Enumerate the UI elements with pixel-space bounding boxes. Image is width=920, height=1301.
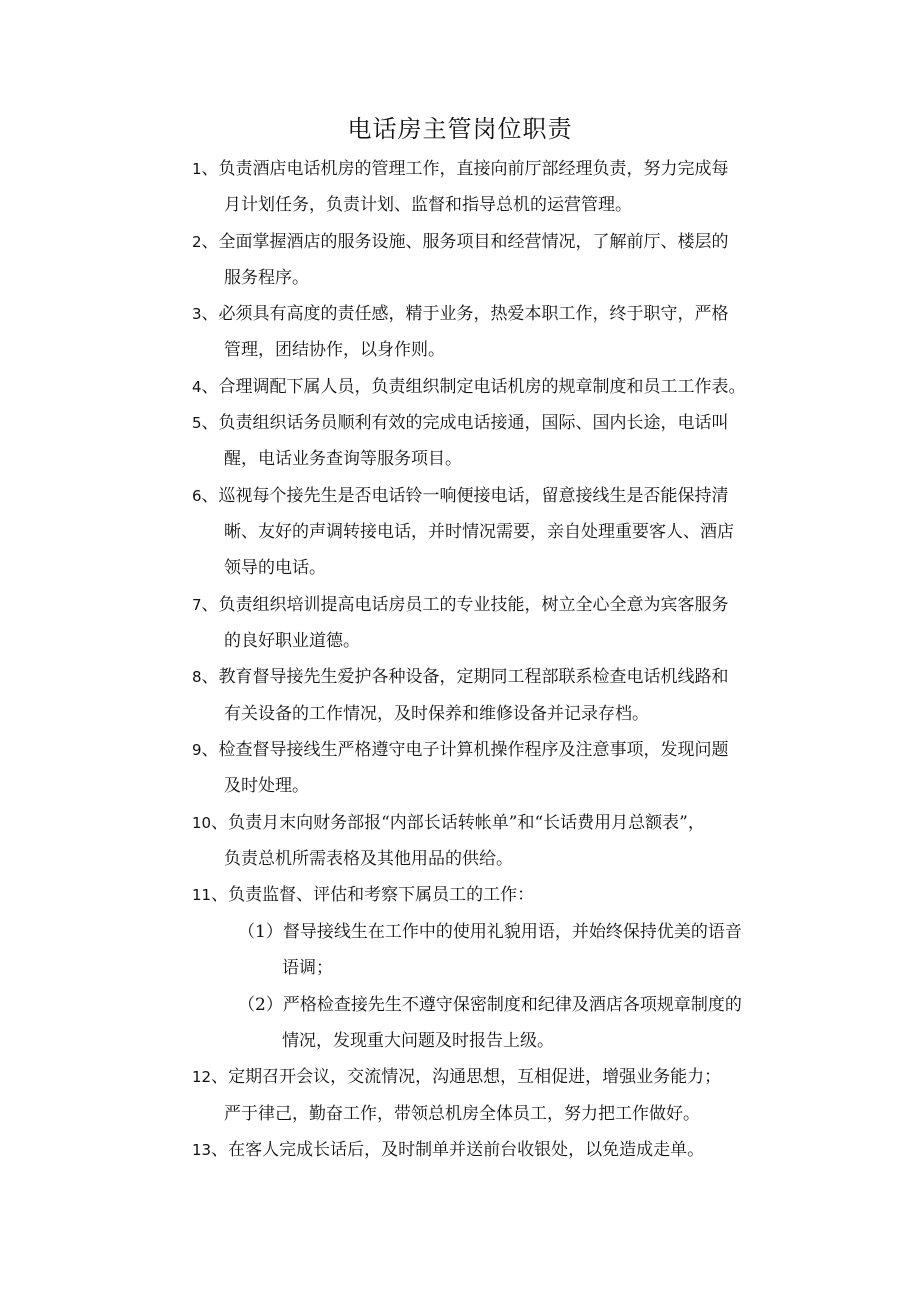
sub-item-2	[238, 992, 742, 1018]
item-text: 负责监督、评估和考察下属员工的工作：	[228, 885, 535, 905]
item-number: 12	[192, 1068, 212, 1086]
item-text: 必须具有高度的责任感，精于业务，热爱本职工作，终于职守，严格	[218, 304, 729, 324]
item-separator: 、	[201, 486, 219, 506]
item-number: 7	[192, 596, 202, 614]
item-text: 在客人完成长话后，及时制单并送前台收银处，以免造成走单。	[228, 1140, 705, 1160]
list-item-7	[192, 592, 729, 618]
item-text-continued: 晰、友好的声调转接电话，并时情况需要，亲自处理重要客人、酒店	[224, 522, 734, 542]
item-text-continued: 负责总机所需表格及其他用品的供给。	[224, 849, 513, 869]
item-text: 定期召开会议，交流情况，沟通思想，互相促进，增强业务能力；	[228, 1067, 722, 1087]
item-text: 教育督导接先生爱护各种设备，定期同工程部联系检查电话机线路和	[218, 667, 729, 687]
sub-item-number: （1）	[238, 922, 283, 942]
item-text: 检查督导接线生严格遵守电子计算机操作程序及注意事项，发现问题	[218, 740, 729, 760]
item-text: 负责组织话务员顺利有效的完成电话接通，国际、国内长途，电话叫	[218, 413, 729, 433]
item-number: 8	[192, 668, 202, 686]
item-number: 13	[192, 1141, 212, 1159]
page-title: 电话房主管岗位职责	[347, 115, 573, 143]
item-text: 全面掌握酒店的服务设施、服务项目和经营情况，了解前厅、楼层的	[218, 232, 729, 252]
item-text: 负责酒店电话机房的管理工作，直接向前厅部经理负责，努力完成每	[218, 159, 729, 179]
item-text: 合理调配下属人员，负责组织制定电话机房的规章制度和员工工作表。	[218, 377, 746, 397]
item-text-continued: 管理，团结协作，以身作则。	[224, 340, 445, 360]
item-number: 9	[192, 741, 202, 759]
item-text-continued: 及时处理。	[224, 776, 309, 796]
item-separator: 、	[201, 159, 219, 179]
item-text-continued: 醒，电话业务查询等服务项目。	[224, 449, 462, 469]
item-text: 督导接线生在工作中的使用礼貌用语，并始终保持优美的语音	[282, 922, 742, 942]
list-item-3	[192, 301, 729, 327]
item-separator: 、	[201, 667, 219, 687]
item-number: 6	[192, 487, 202, 505]
item-number: 2	[192, 233, 202, 251]
list-item-11	[192, 882, 534, 908]
list-item-6	[192, 483, 729, 509]
list-item-12	[192, 1064, 721, 1090]
list-item-13	[192, 1137, 704, 1163]
item-number: 11	[192, 886, 212, 904]
item-number: 10	[192, 814, 212, 832]
list-item-5	[192, 410, 729, 436]
sub-item-number: （2）	[238, 995, 283, 1015]
item-separator: 、	[201, 740, 219, 760]
item-number: 1	[192, 160, 202, 178]
item-separator: 、	[211, 885, 229, 905]
item-text: 巡视每个接先生是否电话铃一响便接电话，留意接线生是否能保持清	[218, 486, 729, 506]
item-number: 5	[192, 414, 202, 432]
item-text: 负责月末向财务部报“内部长话转帐单”和“长话费用月总额表”，	[228, 813, 705, 833]
list-item-1	[192, 156, 729, 182]
list-item-2	[192, 229, 729, 255]
item-text-continued: 服务程序。	[224, 268, 309, 288]
item-number: 4	[192, 378, 202, 396]
item-separator: 、	[201, 304, 219, 324]
list-item-9	[192, 737, 729, 763]
list-item-8	[192, 664, 729, 690]
item-text-continued: 月计划任务，负责计划、监督和指导总机的运营管理。	[224, 195, 632, 215]
list-item-4	[192, 374, 746, 400]
item-separator: 、	[211, 1067, 229, 1087]
item-text-continued: 严于律己，勤奋工作，带领总机房全体员工，努力把工作做好。	[224, 1104, 700, 1124]
item-separator: 、	[211, 1140, 229, 1160]
item-number: 3	[192, 305, 202, 323]
item-separator: 、	[201, 232, 219, 252]
item-text-continued: 有关设备的工作情况，及时保养和维修设备并记录存档。	[224, 704, 649, 724]
list-item-10	[192, 810, 705, 836]
item-separator: 、	[201, 413, 219, 433]
sub-item-1	[238, 919, 742, 945]
item-separator: 、	[201, 595, 219, 615]
item-text: 严格检查接先生不遵守保密制度和纪律及酒店各项规章制度的	[282, 995, 742, 1015]
item-text-continued: 语调；	[282, 958, 333, 978]
item-text-continued: 的良好职业道德。	[224, 631, 360, 651]
item-text-continued: 情况，发现重大问题及时报告上级。	[282, 1031, 554, 1051]
item-separator: 、	[211, 813, 229, 833]
item-separator: 、	[201, 377, 219, 397]
item-text-continued: 领导的电话。	[224, 558, 326, 578]
item-text: 负责组织培训提高电话房员工的专业技能，树立全心全意为宾客服务	[218, 595, 729, 615]
